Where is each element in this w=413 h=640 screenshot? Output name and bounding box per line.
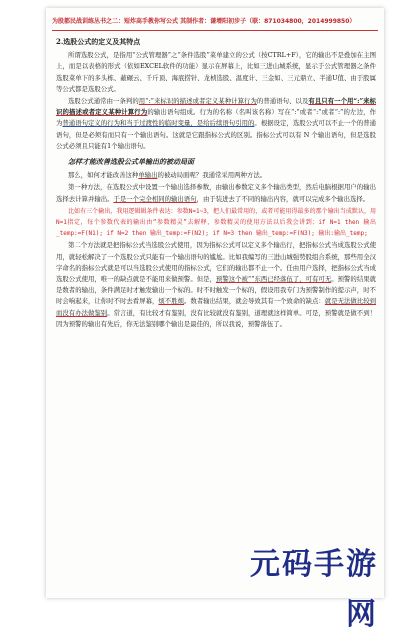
code-example: 比如有三个输出，我用逻辑辑条件表达：参数N=1~3，把人们最常用的，或者可能用得最多的那个输出当成默认，用N=1指定，每个参数代表的输出由“参数精灵”去解释，参数精灵的使用方法以后我会讲到；if N=1 then 输出_temp:=F(N1); if N=2 then 输出_temp:=F(N2); if N=3 then 输出_temp:=F(N3); 输出:输出_temp; (56, 207, 376, 238)
paragraph-3: 那么，如何才能改善这种单输出的被动局面呢？我通常采用两种方法。 (68, 171, 267, 180)
document-page (46, 8, 384, 632)
page-header: 为股都民战训练丛书之二：短炸高手教你写公式 其制作者：谦增阳初步子（联：871034800，2014999850） (52, 14, 378, 31)
paragraph-2: 选股公式通常由一条判的用“:”来标识的描述或者定义某种计算行为的普通语句、以及有且只有一个用“:”来标识的描述或者定义某种计算行为的输出语句组成。行为的名称（名叫该名称）写在“:”或者“:”或者“:”的左边，作为普通语句定义的行为和当于过渡性的临时变量，是给后续语句引用的。根据设定，选股公式可以不止一个的普通语句，但是必须有而只有一个输出语句。这就是它跟指标公式的区别。指标公式可以有 N 个输出语句，但是选股公式必须且只能有1个输出语句。 (56, 97, 377, 150)
underlined-phrase: 单输出 (138, 171, 158, 180)
underlined-phrase: ”东西已经落伍了，可有可无 (251, 275, 332, 284)
subsection-title: 怎样才能改善选股公式单输出的被动局面 (68, 157, 194, 167)
section-title: 2.选股公式的定义及其特点 (56, 37, 141, 46)
paragraph-4: 第一种方法，在选股公式中设置一个输出选择参数，由输出参数定义多个输出类型，然后电脑根据用户的输出选择去计算并输出。于是一个完全相同的输出语句，由于装进去了不同的输出内容，就可以完成多个输出选择。 (56, 183, 376, 203)
paragraph-5: 第二个方法就是把指标公式当选股公式使用，因为指标公式可以定义多个输出行，把指标公式当成选股公式使用，就轻松解决了一个选股公式只能有一个输出语句的尴尬。比如我编写的三进山城强势股组合系统，那些用全汉字命名的指标公式就是可以当选股公式使用的指标公式，它们的输出都不止一个。任由用户选择，把指标公式当成选股公式使用，唯一的缺点就是不能用来做预警。但是，预警这个被“”东西已经落伍了，可有可无。预警的结果就是数者的输出，条件满足时才触发输出一个标的。时不时触发一个标的，假设用我专门为预警制作的提示声，时不时会响起来，让你时不时去看屏幕，烦不胜烦。数者输出结果，就会导致其有一个致命的缺点：就是无法做比较到而没有办法做鉴别。常言道，有比较才有鉴别，没有比较就没有鉴别，道理就这样简单。可是，预警就是做不到！因为预警的输出有先后，你无法鉴别哪个输出是最佳的，所以我说，预警落伍了。 (56, 241, 377, 328)
underlined-phrase: 烦不胜烦 (158, 297, 185, 306)
underlined-phrase: 于是一个完全相同的输出语句 (113, 194, 197, 203)
site-watermark: 元码手游网 (250, 547, 378, 632)
underlined-phrase: 就是无法做比较到而没有办法做鉴别 (56, 297, 377, 317)
underlined-phrase: 普通语句定义的行为和当于过渡性的临时变量，是给后续语句引用的 (62, 119, 255, 128)
underlined-phrase: 用“:”来标识的描述或者定义某种计算行为 (138, 97, 257, 106)
document-body (56, 34, 376, 331)
paragraph-1: 所谓选股公式，是指用“公式管理器”之“条件选股”菜单建立的公式（按CTRL+F），它的输出不是叠加在主图上，而是以表格的形式（依如EXCEL软件的功能）显示在屏幕上，比如三进山城系统，显示于公式管理器之条件选股菜单下的多头栋、蔽碾云、千斤顶、海底捞针、龙桢选股、温度计、三金如、三元鼎立、半通U值、由于股属等公式都是选股公式。 (56, 51, 376, 93)
underlined-phrase: 预警这个被“ (215, 275, 252, 284)
underlined-phrase: 有且只有一个用“:”来标识的描述或者定义某种计算行为 (56, 97, 377, 117)
